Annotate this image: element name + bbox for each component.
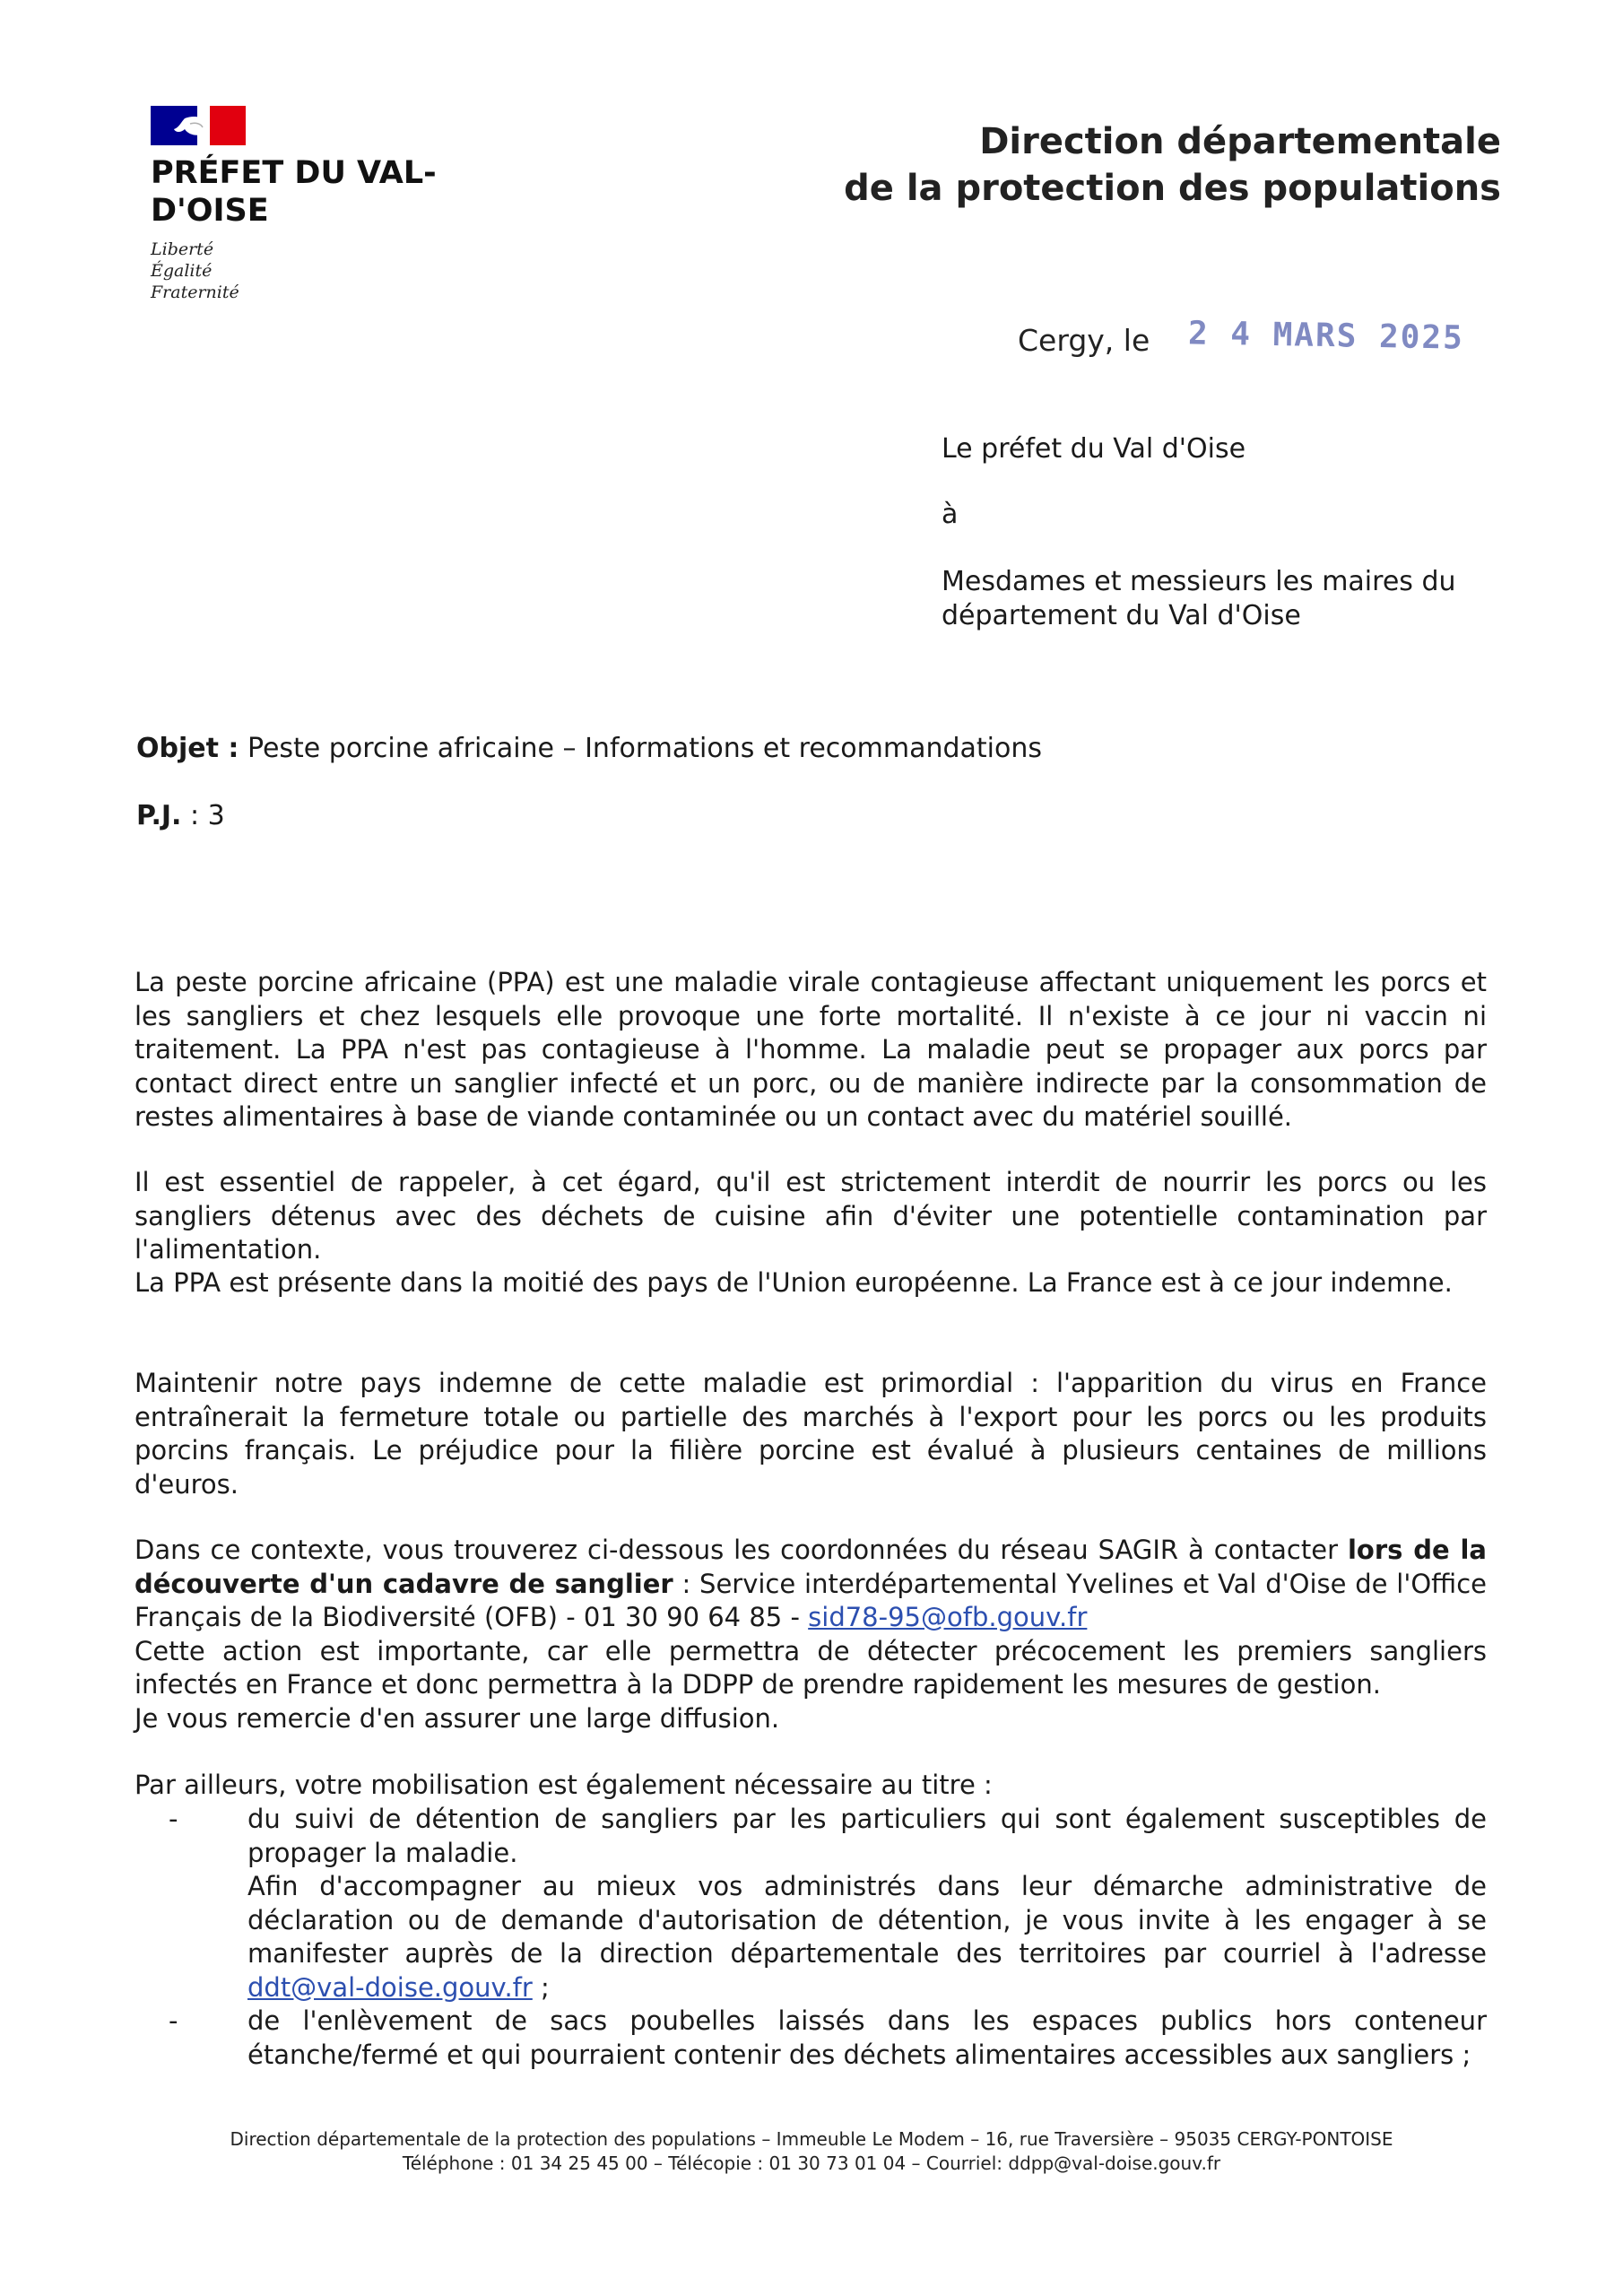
sagir-importance: Cette action est importante, car elle permettra de détecter précocement les premiers sangliers infectés en France et donc permettra à la DDPP de prendre rapidement les mesures de gestion. (135, 1635, 1487, 1700)
sagir-text-1: Dans ce contexte, vous trouverez ci-dessous les coordonnées du réseau SAGIR à contacter (135, 1535, 1348, 1565)
motto-fraternite: Fraternité (151, 283, 239, 302)
list-dash: - (169, 2005, 178, 2036)
paragraph-sagir-contact (135, 1534, 1487, 1735)
service-heading (820, 118, 1501, 212)
list-item (135, 1803, 1487, 2005)
item1-detail (247, 1870, 1487, 2005)
paragraph-mobilisation: Par ailleurs, votre mobilisation est également nécessaire au titre : (135, 1770, 993, 1800)
sagir-thanks: Je vous remercie d'en assurer une large diffusion. (135, 1702, 780, 1734)
date-place (1018, 321, 1150, 358)
footer-address: Direction départementale de la protection des populations – Immeuble Le Modem – 16, rue Traversière – 95035 CERGY-PONTOISE (230, 2128, 1393, 2150)
footer (0, 2127, 1623, 2176)
sender: Le préfet du Val d'Oise (942, 433, 1246, 465)
subject-line (136, 732, 1042, 766)
paragraph-eu-presence: La PPA est présente dans la moitié des pays de l'Union européenne. La France est à ce jour indemne. (135, 1267, 1453, 1298)
list-dash: - (169, 1804, 178, 1834)
date-stamp: 2 4 MARS 2025 (1187, 315, 1465, 357)
item1-text: du suivi de détention de sangliers par les particuliers qui sont également susceptibles de propager la maladie. (247, 1804, 1487, 1868)
paragraph-stakes: Maintenir notre pays indemne de cette maladie est primordial : l'apparition du virus en France entraînerait la fermeture totale ou partielle des marchés à l'export pour les porcs ou les produits porcins français. Le préjudice pour la filière porcine est évalué à plusieurs centaines de millions d'euros. (135, 1368, 1487, 1500)
attachments-label: P.J. (136, 800, 182, 831)
prefecture-logo (151, 106, 447, 303)
item1-detail-text: Afin d'accompagner au mieux vos administrés dans leur démarche administrative de déclaration ou de demande d'autorisation de détention, je vous invite à les engager à se manifester auprès de la direction départementale des territoires par courriel à l'adresse (247, 1871, 1487, 1969)
recipient-prefix: à (942, 499, 959, 530)
subject-label: Objet : (136, 733, 239, 764)
attachments-line (136, 800, 225, 831)
motto-liberte: Liberté (151, 239, 214, 259)
institution-name: PRÉFET DU VAL-D'OISE (151, 155, 437, 229)
footer-contact: Téléphone : 01 34 25 45 00 – Télécopie : 01 30 73 01 04 – Courriel: ddpp@val-doise.gouv.fr (402, 2152, 1221, 2174)
place-label: Cergy, le (1018, 323, 1150, 358)
sagir-text-2: : Service interdépartemental Yvelines et Val d'Oise de l'Office Français de la Biodiversité (OFB) - 01 30 90 64 85 - (135, 1568, 1487, 1632)
attachments-count: : 3 (189, 800, 225, 831)
paragraph-ppa-definition: La peste porcine africaine (PPA) est une maladie virale contagieuse affectant uniquement les porcs et les sangliers et chez lesquels elle provoque une forte mortalité. Il n'existe à ce jour ni vaccin ni traitement. La PPA n'est pas contagieuse à l'homme. La maladie peut se propager aux porcs par contact direct entre un sanglier infecté et un porc, ou de manière indirecte par la consommation de restes alimentaires à base de viande contaminée ou un contact avec du matériel souillé. (135, 967, 1487, 1132)
list-item (135, 2005, 1487, 2072)
service-line-2: de la protection des populations (844, 168, 1501, 209)
ddt-email-link[interactable]: ddt@val-doise.gouv.fr (247, 1971, 533, 2003)
service-line-1: Direction départementale (979, 121, 1501, 162)
item2-text: de l'enlèvement de sacs poubelles laissés dans les espaces publics hors conteneur étanche/fermé et qui pourraient contenir des déchets alimentaires accessibles aux sangliers ; (247, 2005, 1487, 2070)
recipient: Mesdames et messieurs les maires du département du Val d'Oise (942, 566, 1456, 631)
paragraph-feeding-ban: Il est essentiel de rappeler, à cet égard, qu'il est strictement interdit de nourrir les porcs ou les sangliers détenus avec des déchets de cuisine afin d'éviter une potentielle contamination par l'alimentation. (135, 1167, 1487, 1265)
marianne-flag-icon (151, 106, 246, 145)
mobilisation-list (135, 1803, 1487, 2072)
item1-end: ; (532, 1971, 550, 2003)
sagir-bold: lors de la découverte d'un cadavre de sanglier (135, 1535, 1487, 1599)
ofb-email-link[interactable]: sid78-95@ofb.gouv.fr (808, 1602, 1088, 1632)
subject-text: Peste porcine africaine – Informations et recommandations (247, 733, 1043, 764)
motto-egalite: Égalité (151, 261, 213, 281)
republic-motto (151, 239, 447, 303)
